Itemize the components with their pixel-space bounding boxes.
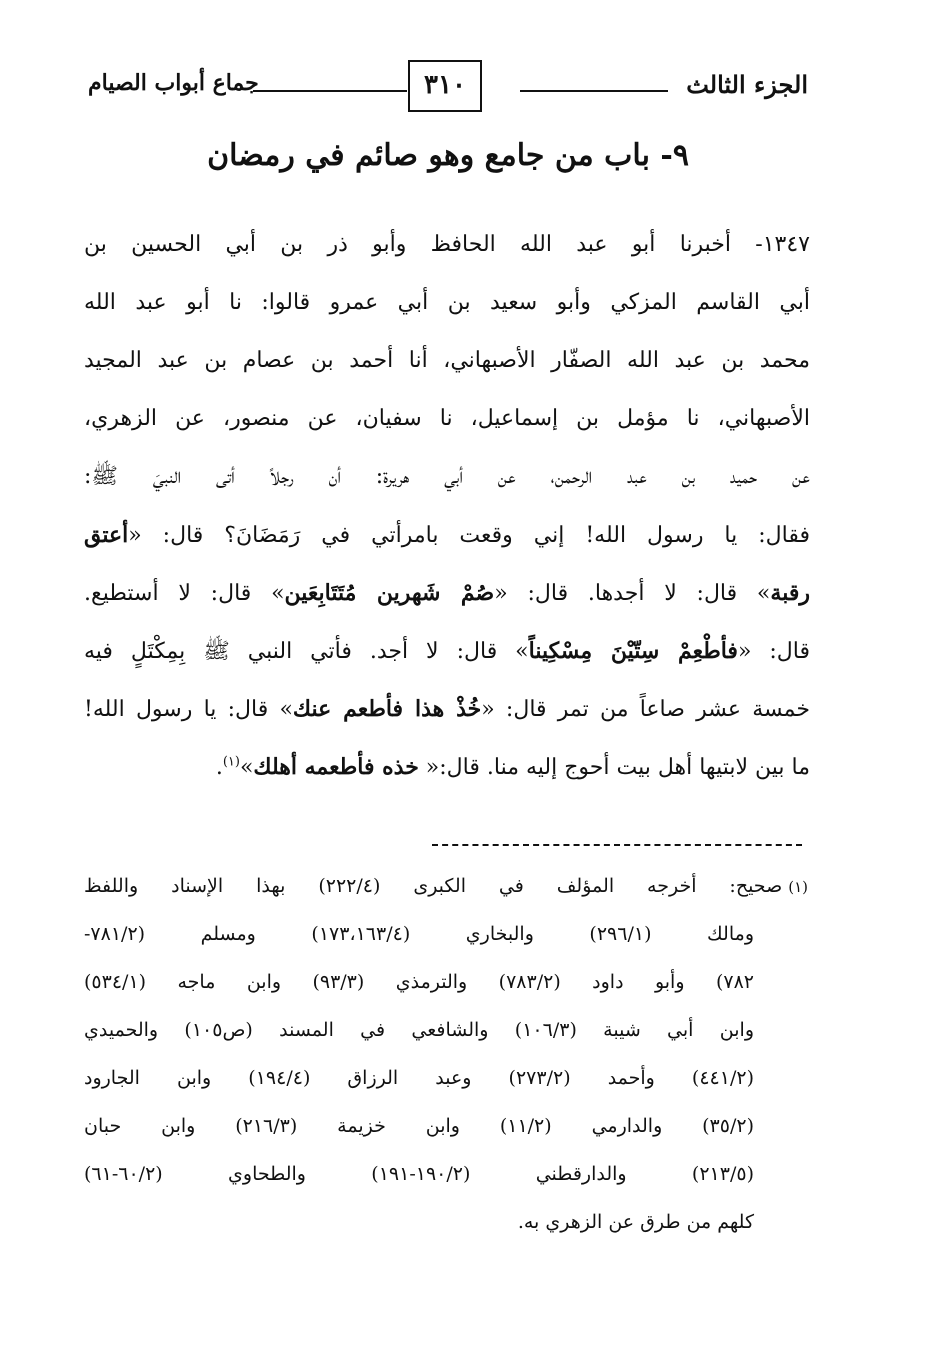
hadith-line-3: محمد بن عبد الله الصفّار الأصبهاني، أنا أحمد بن عصام بن عبد المجيد	[84, 348, 810, 373]
section-title: ٩- باب من جامع وهو صائم في رمضان	[207, 138, 689, 173]
hadith-line-7-text: » قال: لا أجدها. قال: «	[494, 581, 771, 606]
prophetic-speech: خُذْ هذا فأطعم عنك	[292, 696, 482, 722]
hadith-line-6	[84, 506, 810, 564]
sentence-end: .	[215, 755, 223, 780]
prophetic-speech: فأطْعِمْ سِتّيْنَ مِسْكِيناً	[528, 638, 738, 664]
footnote-line-5: (٤٤١/٢) وأحمد (٢٧٣/٢) وعبد الرزاق (١٩٤/٤) وابن الجارود	[84, 1067, 754, 1089]
footnote-line-7: (٢١٣/٥) والدارقطني (١٩٠/٢-١٩١) والطحاوي (٦٠/٢-٦١)	[84, 1163, 754, 1185]
prophetic-speech: خذه فأطعمه أهلك	[253, 754, 419, 780]
hadith-line-9-tail: » قال: يا رسول الله!	[84, 697, 293, 722]
header-rule-left	[253, 90, 407, 92]
hadith-line-6-text: فقال: يا رسول الله! إني وقعت بامرأتي في رَمَضَانَ؟ قال: «	[128, 523, 810, 548]
footnote-block	[84, 862, 808, 1246]
hadith-line-8	[84, 622, 810, 680]
header-rule-right	[520, 90, 668, 92]
header-volume-label: الجزء الثالث	[686, 70, 808, 99]
footnote-reference: (١)	[222, 754, 240, 770]
footnote-line-2: ومالك (٢٩٦/١) والبخاري (١٧٣،١٦٣/٤) ومسلم (٧٨١/٢-	[84, 923, 754, 945]
quote-close: »	[239, 755, 254, 780]
hadith-line-10	[84, 738, 810, 796]
footnote-line-1	[84, 862, 808, 910]
prophetic-speech: صُمْ شَهرين مُتَتَابِعَين	[284, 580, 495, 606]
page-number-box: ٣١٠	[408, 60, 482, 112]
hadith-line-9	[84, 680, 810, 738]
hadith-line-9-text: خمسة عشر صاعاً من تمر قال: «	[481, 697, 810, 722]
hadith-line-7	[84, 564, 810, 622]
hadith-line-5: عن حميد بن عبد الرحمن، عن أبي هريرة: أن رجلاً أتى النبيَ ﷺ:	[84, 464, 810, 489]
footnote-line-6: (٣٥/٢) والدارمي (١١/٢) وابن خزيمة (٢١٦/٣) وابن حبان	[84, 1115, 754, 1137]
footnote-line-3: ٧٨٢) وأبو داود (٧٨٣/٢) والترمذي (٩٣/٣) وابن ماجه (٥٣٤/١)	[84, 971, 754, 993]
hadith-line-4: الأصبهاني، نا مؤمل بن إسماعيل، نا سفيان، عن منصور، عن الزهري،	[84, 406, 810, 431]
hadith-line-1: ١٣٤٧- أخبرنا أبو عبد الله الحافظ وأبو ذر بن أبي الحسين بن	[84, 232, 810, 257]
header-chapter-label: جماع أبواب الصيام	[88, 70, 259, 96]
hadith-line-8-text: قال: «	[737, 639, 810, 664]
footnote-marker: (١)	[788, 878, 808, 896]
running-header	[88, 60, 808, 120]
footnote-line-4: وابن أبي شيبة (١٠٦/٣) والشافعي في المسند (ص١٠٥) والحميدي	[84, 1019, 754, 1041]
footnote-separator	[432, 844, 802, 846]
hadith-line-10-text: ما بين لابتيها أهل بيت أحوج إليه منا. قال:«	[418, 755, 810, 780]
hadith-text	[84, 216, 810, 796]
footnote-line-1-text: صحيح: أخرجه المؤلف في الكبرى (٢٢٢/٤) بهذا الإسناد واللفظ	[84, 875, 783, 897]
footnote-line-8: كلهم من طرق عن الزهري به.	[517, 1211, 754, 1233]
prophetic-speech: أعتق	[84, 522, 129, 548]
hadith-line-7-tail: » قال: لا أستطيع.	[84, 581, 285, 606]
prophetic-speech: رقبة	[770, 580, 810, 606]
hadith-line-2: أبي القاسم المزكي وأبو سعيد بن أبي عمرو قالوا: نا أبو عبد الله	[84, 290, 810, 315]
hadith-line-8-tail: » قال: لا أجد. فأتي النبي ﷺ بِمِكْتَلٍ فيه	[84, 639, 529, 664]
